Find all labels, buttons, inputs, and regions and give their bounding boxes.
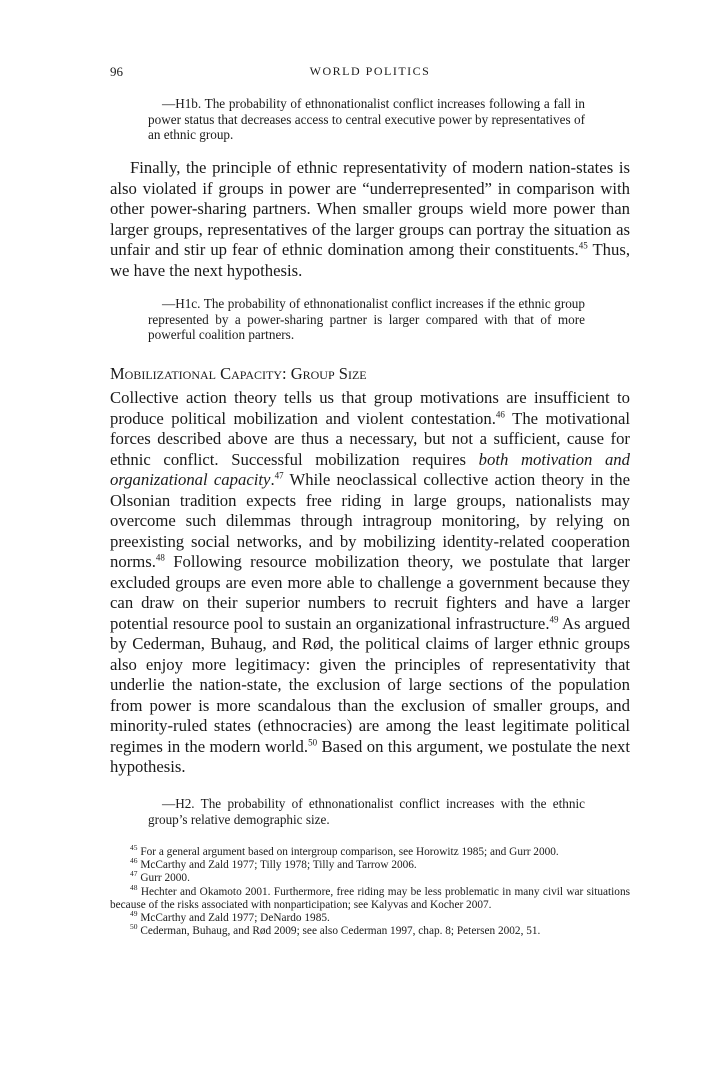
footnote-50: [110, 922, 630, 938]
footnote-number: 46: [130, 856, 138, 866]
footnote-ref-45[interactable]: 45: [578, 240, 588, 251]
paragraph-text: .: [270, 470, 275, 489]
emphasis-text: both motivation and organizational capacity: [110, 449, 630, 489]
paragraph-text: Collective action theory tells us that group motivations are insufficient to produce political mobilization and violent contestation.: [110, 388, 630, 428]
paragraph-text: Finally, the principle of ethnic representativity of modern nation-states is also violated if groups in power are “underrepresented” in comparison with other power-sharing partners. When smaller groups wield more power than larger groups, representatives of the larger groups can portray the situation as unfair and stir up fear of ethnic domination among their constituents.: [110, 158, 630, 259]
footnote-47: [110, 869, 630, 885]
hypothesis-h1c-text: —H1c. The probability of ethnonationalist conflict increases if the ethnic group represented by a power-sharing partner is larger compared with that of more powerful coalition partners.: [148, 296, 585, 342]
footnotes: [110, 843, 630, 938]
section-heading: Mobilizational Capacity: Group Size: [110, 364, 367, 383]
page-number: 96: [110, 64, 123, 79]
hypothesis-h2: [110, 796, 630, 827]
footnote-number: 45: [130, 843, 138, 853]
paragraph-text: As argued by Cederman, Buhaug, and Rød, the political claims of larger ethnic groups also enjoy more legitimacy: given the principles of representativity that underlie the nation-state, the exclusion of large sections of the population from power is more scandalous than the exclusion of smaller groups, and minority-ruled states (ethnocracies) are among the least legitimate political regimes in the modern world.: [110, 613, 630, 756]
paragraph-text: Thus, we have the next hypothesis.: [110, 240, 630, 280]
footnote-number: 50: [130, 922, 138, 932]
paragraph-representativity: [110, 158, 630, 281]
paragraph-text: While neoclassical collective action theory in the Olsonian tradition expects free riding in large groups, nationalists may overcome such dilemmas through intragroup monitoring, by relying on preexisting social networks, and by mobilizing identity-related cooperation norms.: [110, 470, 630, 571]
footnote-text: McCarthy and Zald 1977; DeNardo 1985.: [137, 912, 330, 925]
footnote-ref-49[interactable]: 49: [549, 613, 559, 624]
footnote-ref-48[interactable]: 48: [155, 552, 165, 563]
footnote-text: Gurr 2000.: [137, 872, 190, 885]
footnote-46: [110, 856, 630, 872]
hypothesis-h1c: [110, 296, 630, 343]
journal-title: WORLD POLITICS: [309, 64, 431, 78]
footnote-48: [110, 882, 630, 912]
running-head: [110, 64, 630, 82]
footnote-number: 47: [130, 869, 138, 879]
footnote-ref-46[interactable]: 46: [495, 408, 505, 419]
footnote-45: [110, 843, 630, 859]
footnote-number: 48: [130, 882, 138, 892]
footnote-text: Hechter and Okamoto 2001. Furthermore, free riding may be less problematic in many civil war situations because of the risks associated with nonparticipation; see Kalyvas and Kocher 2007.: [110, 885, 630, 911]
footnote-49: [110, 909, 630, 925]
hypothesis-h2-text: —H2. The probability of ethnonationalist conflict increases with the ethnic group’s relative demographic size.: [148, 796, 585, 827]
footnote-number: 49: [130, 909, 138, 919]
footnote-text: Cederman, Buhaug, and Rød 2009; see also Cederman 1997, chap. 8; Petersen 2002, 51.: [137, 925, 541, 938]
paragraph-text: Following resource mobilization theory, we postulate that larger excluded groups are even more able to challenge a government because they can draw on their superior numbers to recruit fighters and have a larger potential resource pool to sustain an organizational infrastructure.: [110, 552, 630, 633]
paragraph-text: Based on this argument, we postulate the next hypothesis.: [110, 736, 630, 776]
footnote-text: For a general argument based on intergroup comparison, see Horowitz 1985; and Gurr 2000.: [137, 846, 559, 858]
hypothesis-h1b-text: —H1b. The probability of ethnonationalist conflict increases following a fall in power status that decreases access to central executive power by representatives of an ethnic group.: [148, 96, 585, 142]
paragraph-group-size: [110, 388, 630, 778]
footnote-ref-50[interactable]: 50: [308, 736, 318, 747]
footnote-ref-47[interactable]: 47: [274, 470, 284, 481]
paragraph-text: The motivational forces described above are thus a necessary, but not a sufficient, cause for ethnic conflict. Successful mobilization requires: [110, 408, 631, 469]
hypothesis-h1b: [110, 96, 630, 143]
footnote-text: McCarthy and Zald 1977; Tilly 1978; Tilly and Tarrow 2006.: [137, 859, 417, 872]
